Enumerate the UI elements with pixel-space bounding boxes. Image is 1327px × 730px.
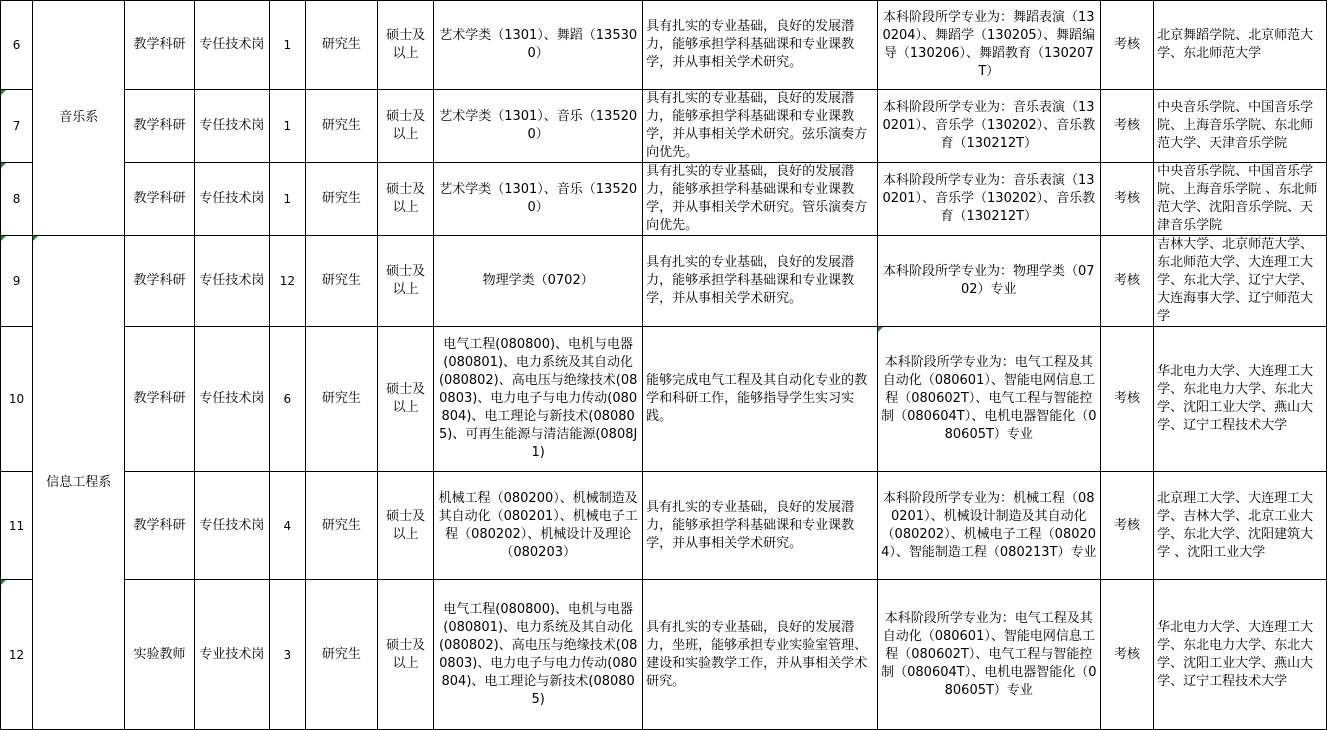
- count-cell: 12: [269, 236, 305, 327]
- edu-cell: 研究生: [305, 327, 377, 472]
- row-number: 6: [1, 1, 33, 90]
- post-cell: 专任技术岗: [194, 236, 269, 327]
- type-cell: 教学科研: [125, 90, 194, 163]
- major-cell: 机械工程（080200）、机械制造及其自动化（080201）、机械电子工程（080202）、机械设计及理论（080203）: [434, 472, 643, 580]
- table-row: [1, 472, 1327, 580]
- major-cell: 物理学类（0702）: [434, 236, 643, 327]
- type-cell: 教学科研: [125, 163, 194, 236]
- degree-cell: 硕士及以上: [378, 90, 434, 163]
- edu-cell: 研究生: [305, 1, 377, 90]
- requirement-cell: 具有扎实的专业基础，良好的发展潜力，坐班，能够承担专业实验室管理、建设和实验教学工作，并从事相关学术研究。: [643, 580, 878, 730]
- requirement-cell: 能够完成电气工程及其自动化专业的教学和科研工作，能够指导学生实习实践。: [643, 327, 878, 472]
- post-cell: 专任技术岗: [194, 163, 269, 236]
- requirement-cell: 具有扎实的专业基础，良好的发展潜力，能够承担学科基础课和专业课教学，并从事相关学术研究。弦乐演奏方向优先。: [643, 90, 878, 163]
- edu-cell: 研究生: [305, 580, 377, 730]
- table-row: [1, 327, 1327, 472]
- degree-cell: 硕士及以上: [378, 236, 434, 327]
- undergrad-cell: 本科阶段所学专业为：电气工程及其自动化（080601）、智能电网信息工程（080602T）、电气工程与智能控制（080604T）、电机电器智能化（080605T）专业: [877, 327, 1100, 472]
- school-cell: 中央音乐学院、中国音乐学院、上海音乐学院 、东北师范大学、沈阳音乐学院、天津音乐学院: [1154, 163, 1327, 236]
- type-cell: 教学科研: [125, 236, 194, 327]
- method-cell: 考核: [1100, 472, 1153, 580]
- degree-cell: 硕士及以上: [378, 163, 434, 236]
- undergrad-cell: 本科阶段所学专业为：机械工程（080201）、机械设计制造及其自动化（080202）、机械电子工程（080204）、智能制造工程（080213T）专业: [877, 472, 1100, 580]
- degree-cell: 硕士及以上: [378, 580, 434, 730]
- school-cell: 吉林大学、北京师范大学、东北师范大学、大连理工大学、东北大学、辽宁大学、大连海事大学、辽宁师范大学: [1154, 236, 1327, 327]
- major-cell: 电气工程(080800)、电机与电器(080801)、电力系统及其自动化(080802)、高电压与绝缘技术(080803)、电力电子与电力传动(080804)、电工理论与新技术(080805): [434, 580, 643, 730]
- method-cell: 考核: [1100, 90, 1153, 163]
- method-cell: 考核: [1100, 327, 1153, 472]
- method-cell: 考核: [1100, 1, 1153, 90]
- count-cell: 1: [269, 1, 305, 90]
- dept-cell: 信息工程系: [33, 236, 125, 730]
- type-cell: 实验教师: [125, 580, 194, 730]
- post-cell: 专任技术岗: [194, 327, 269, 472]
- row-number: 8: [1, 163, 33, 236]
- degree-cell: 硕士及以上: [378, 472, 434, 580]
- requirement-cell: 具有扎实的专业基础，良好的发展潜力，能够承担学科基础课和专业课教学，并从事相关学术研究。: [643, 472, 878, 580]
- method-cell: 考核: [1100, 163, 1153, 236]
- method-cell: 考核: [1100, 236, 1153, 327]
- table-row: [1, 236, 1327, 327]
- edu-cell: 研究生: [305, 236, 377, 327]
- undergrad-cell: 本科阶段所学专业为：电气工程及其自动化（080601）、智能电网信息工程（080602T）、电气工程与智能控制（080604T）、电机电器智能化（080605T）专业: [877, 580, 1100, 730]
- school-cell: 北京舞蹈学院、北京师范大学、东北师范大学: [1154, 1, 1327, 90]
- undergrad-cell: 本科阶段所学专业为：物理学类（0702）专业: [877, 236, 1100, 327]
- requirement-cell: 具有扎实的专业基础，良好的发展潜力，能够承担学科基础课和专业课教学，并从事相关学术研究。: [643, 236, 878, 327]
- count-cell: 4: [269, 472, 305, 580]
- major-cell: 艺术学类（1301）、舞蹈（135300）: [434, 1, 643, 90]
- row-number: 11: [1, 472, 33, 580]
- post-cell: 专任技术岗: [194, 472, 269, 580]
- edu-cell: 研究生: [305, 90, 377, 163]
- row-number: 12: [1, 580, 33, 730]
- requirement-cell: 具有扎实的专业基础，良好的发展潜力，能够承担学科基础课和专业课教学，并从事相关学术研究。: [643, 1, 878, 90]
- table-row: [1, 90, 1327, 163]
- major-cell: 艺术学类（1301）、音乐（135200）: [434, 163, 643, 236]
- undergrad-cell: 本科阶段所学专业为：音乐表演（130201）、音乐学（130202）、音乐教育（130212T）: [877, 90, 1100, 163]
- count-cell: 3: [269, 580, 305, 730]
- table-row: [1, 580, 1327, 730]
- method-cell: 考核: [1100, 580, 1153, 730]
- count-cell: 1: [269, 90, 305, 163]
- major-cell: 电气工程(080800)、电机与电器(080801)、电力系统及其自动化(080802)、高电压与绝缘技术(080803)、电力电子与电力传动(080804)、电工理论与新技术(080805)、可再生能源与清洁能源(0808J1): [434, 327, 643, 472]
- row-number: 10: [1, 327, 33, 472]
- school-cell: 中央音乐学院、中国音乐学院、上海音乐学院、东北师范大学、天津音乐学院: [1154, 90, 1327, 163]
- count-cell: 1: [269, 163, 305, 236]
- edu-cell: 研究生: [305, 472, 377, 580]
- type-cell: 教学科研: [125, 327, 194, 472]
- table-row: [1, 163, 1327, 236]
- requirement-cell: 具有扎实的专业基础，良好的发展潜力，能够承担学科基础课和专业课教学，并从事相关学术研究。管乐演奏方向优先。: [643, 163, 878, 236]
- dept-cell: 音乐系: [33, 1, 125, 236]
- edu-cell: 研究生: [305, 163, 377, 236]
- row-number: 7: [1, 90, 33, 163]
- undergrad-cell: 本科阶段所学专业为：音乐表演（130201）、音乐学（130202）、音乐教育（130212T）: [877, 163, 1100, 236]
- school-cell: 华北电力大学、大连理工大学、东北电力大学、东北大学、沈阳工业大学、燕山大学、辽宁工程技术大学: [1154, 580, 1327, 730]
- post-cell: 专业技术岗: [194, 580, 269, 730]
- post-cell: 专任技术岗: [194, 1, 269, 90]
- degree-cell: 硕士及以上: [378, 327, 434, 472]
- major-cell: 艺术学类（1301）、音乐（135200）: [434, 90, 643, 163]
- school-cell: 华北电力大学、大连理工大学、东北电力大学、东北大学、沈阳工业大学、燕山大学、辽宁工程技术大学: [1154, 327, 1327, 472]
- type-cell: 教学科研: [125, 1, 194, 90]
- school-cell: 北京理工大学、大连理工大学、吉林大学、北京工业大学、东北大学、沈阳建筑大学 、沈阳工业大学: [1154, 472, 1327, 580]
- undergrad-cell: 本科阶段所学专业为：舞蹈表演（130204）、舞蹈学（130205）、舞蹈编导（130206）、舞蹈教育（130207T）: [877, 1, 1100, 90]
- degree-cell: 硕士及以上: [378, 1, 434, 90]
- count-cell: 6: [269, 327, 305, 472]
- post-cell: 专任技术岗: [194, 90, 269, 163]
- type-cell: 教学科研: [125, 472, 194, 580]
- row-number: 9: [1, 236, 33, 327]
- table-row: [1, 1, 1327, 90]
